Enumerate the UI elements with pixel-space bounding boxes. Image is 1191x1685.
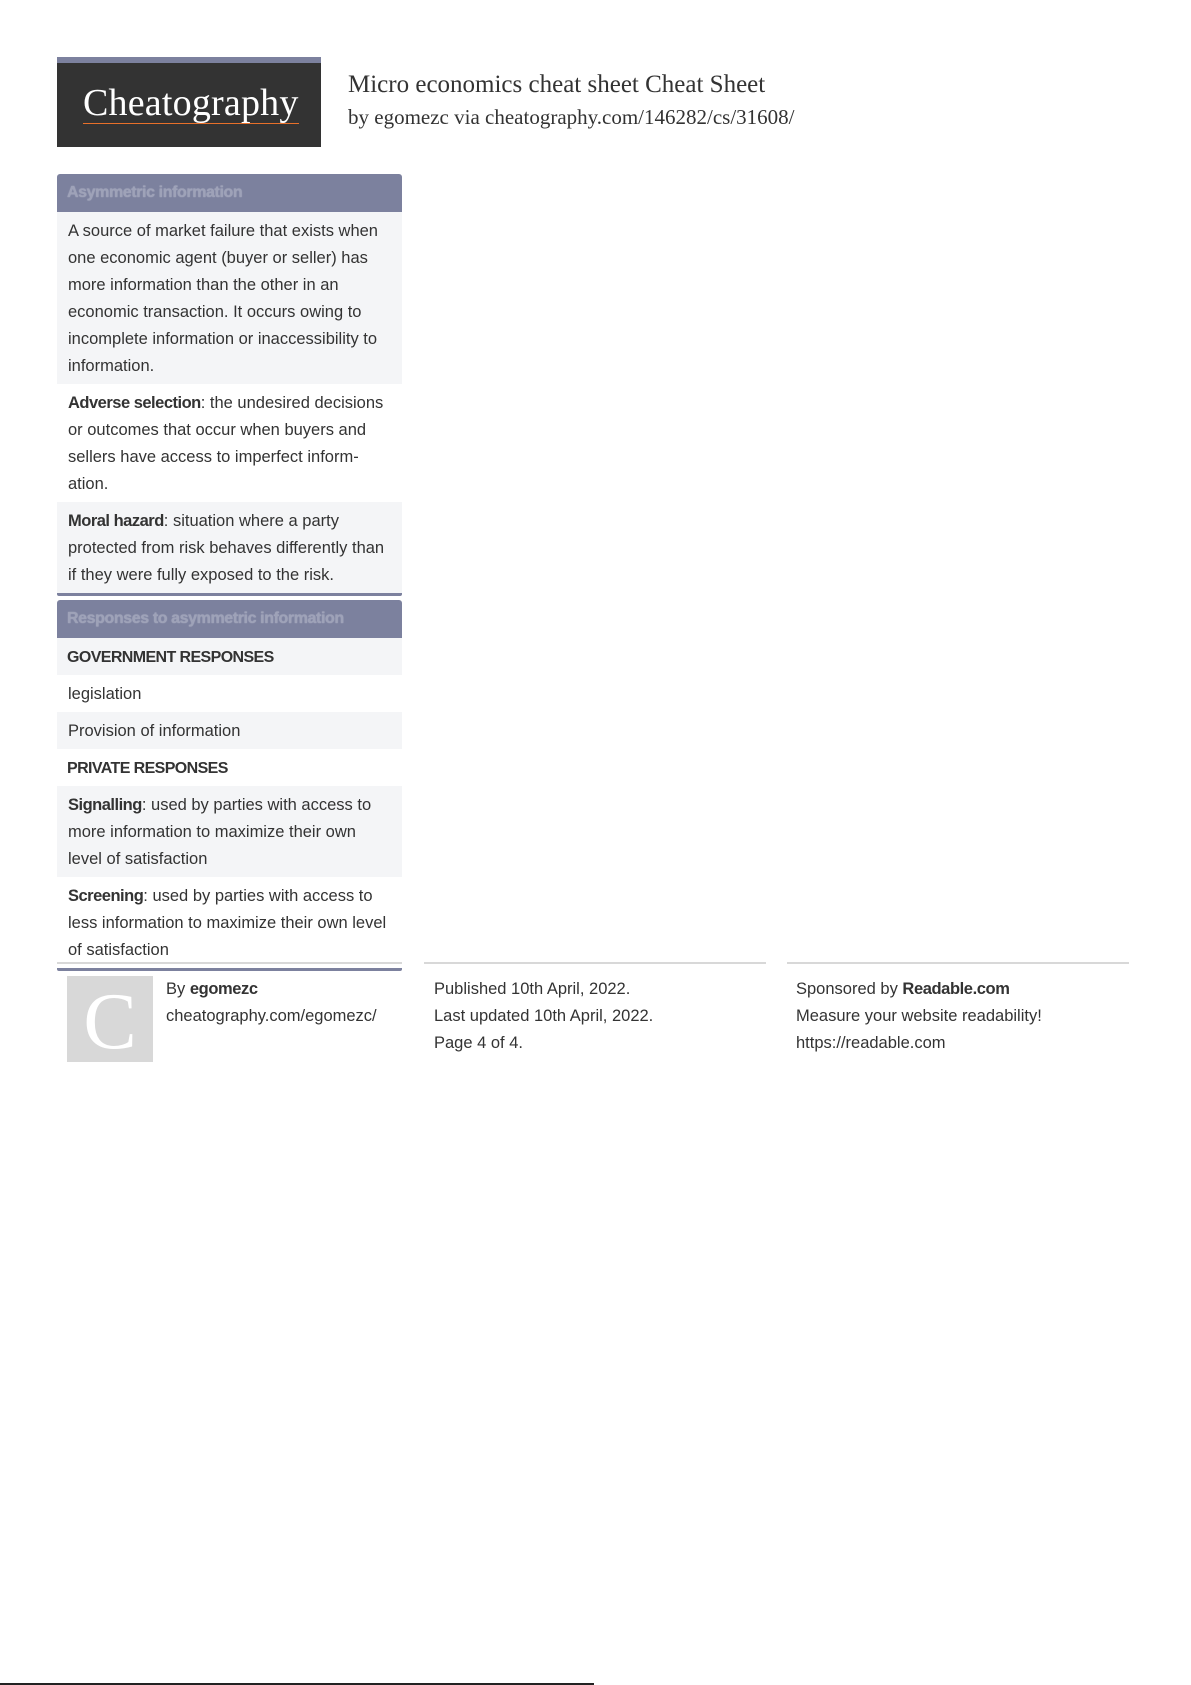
signalling-row (57, 786, 402, 877)
page-number: Page 4 of 4. (434, 1034, 523, 1052)
author-info (166, 976, 377, 1030)
published-date: Published 10th April, 2022. (434, 980, 631, 998)
subtitle-prefix: by egomezc via (348, 105, 480, 129)
author-line (166, 976, 377, 1003)
section-header: Responses to asymmetric information (57, 600, 402, 638)
section-responses (57, 600, 402, 971)
author-url-link[interactable]: cheatography.com/egomezc/ (166, 1007, 377, 1025)
sponsor-name-link[interactable]: Readable.com (902, 980, 1010, 998)
list-item: legislation (68, 685, 142, 703)
definition-adverse-selection: : the undesired decisions or outcomes that occur when buyers and sellers have access to imperfect information. (68, 394, 384, 493)
term-screening: Screening (68, 887, 144, 905)
term-moral-hazard: Moral hazard (68, 512, 164, 530)
definition-moral-hazard: : situation where a party protected from risk behaves differently than if they were fully exposed to the risk. (68, 512, 385, 584)
logo-text: Cheatography (83, 82, 299, 124)
avatar[interactable] (67, 976, 153, 1066)
cheatography-logo[interactable] (57, 57, 321, 147)
footer-author (57, 962, 402, 1066)
list-item: Provision of information (57, 712, 402, 749)
page-subtitle (348, 102, 795, 132)
page-title: Micro economics cheat sheet Cheat Sheet (348, 71, 766, 98)
updated-date: Last updated 10th April, 2022. (434, 1007, 654, 1025)
footer-sponsor (787, 962, 1129, 1052)
author-name[interactable]: egomezc (189, 980, 258, 998)
government-responses-heading: GOVERNMENT RESPONSES (57, 638, 402, 675)
sponsor-tagline: Measure your website readability! (796, 1007, 1042, 1025)
term-adverse-selection: Adverse selection (68, 394, 201, 412)
footer-dates (424, 962, 766, 1052)
private-responses-heading: PRIVATE RESPONSES (67, 760, 228, 777)
section-asymmetric-information (57, 174, 402, 596)
dates-info (434, 976, 653, 1057)
sponsor-info (796, 976, 1042, 1057)
title-block (348, 68, 795, 132)
term-signalling: Signalling (68, 796, 142, 814)
adverse-selection-row (57, 384, 402, 502)
definition-screening: : used by parties with access to less information to maximize their own level of satisfaction (68, 887, 387, 959)
sponsor-line (796, 976, 1042, 1003)
by-prefix: By (166, 980, 186, 998)
section-header: Asymmetric information (57, 174, 402, 212)
screening-row (57, 877, 402, 968)
avatar-letter: C (83, 978, 137, 1066)
moral-hazard-row (57, 502, 402, 593)
sponsor-prefix: Sponsored by (796, 980, 898, 998)
sponsor-url-link[interactable]: https://readable.com (796, 1034, 946, 1052)
cheatsheet-link[interactable]: cheatography.com/146282/cs/31608/ (485, 105, 795, 129)
definition-row: A source of market failure that exists when one economic agent (buyer or seller) has more information than the other in an economic transaction. It occurs owing to incomplete information or inaccessibility to information. (57, 212, 402, 384)
definition-signalling: : used by parties with access to more information to maximize their own level of satisfaction (68, 796, 372, 868)
